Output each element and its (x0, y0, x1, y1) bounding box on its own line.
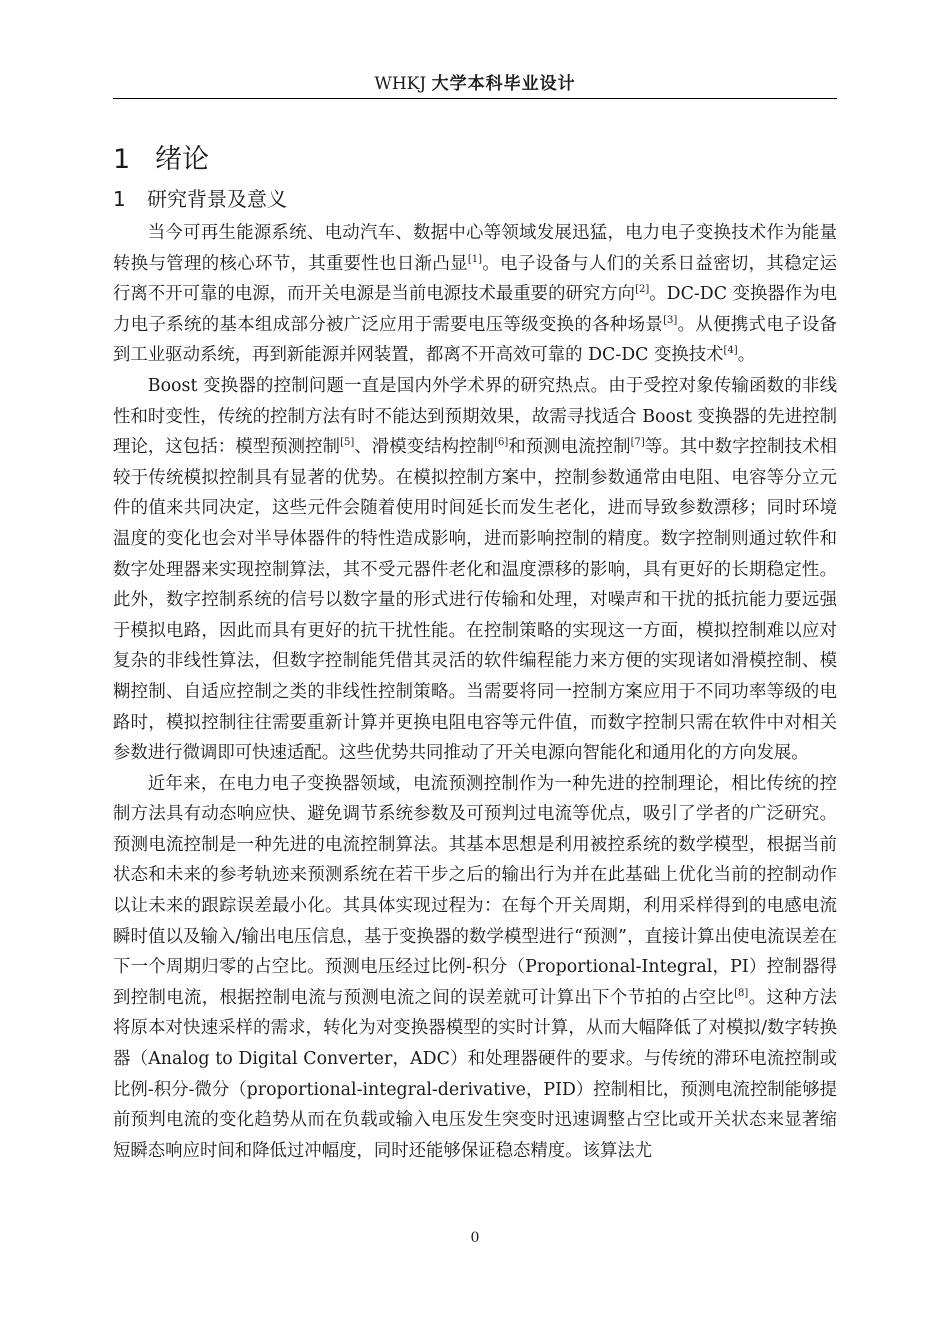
paragraph-text: 。DC-DC 变换器作为电力电子系统的基本组成部分被广泛应用于需要电压等级变换的各种场景 (113, 284, 837, 335)
section-number: 1 (113, 187, 126, 211)
citation-ref: [2] (635, 284, 650, 296)
paragraph-text: 。 (737, 345, 756, 366)
citation-ref: [3] (663, 314, 678, 326)
paragraph-text: 、滑模变结构控制 (354, 437, 495, 458)
paragraph-text: 近年来，在电力电子变换器领域，电流预测控制作为一种先进的控制理论，相比传统的控制方法具有动态响应快、避免调节系统参数及可预判过电流等优点，吸引了学者的广泛研究。预测电流控制是一种先进的电流控制算法。其基本思想是利用被控系统的数学模型，根据当前状态和未来的参考轨迹来预测系统在若干步之后的输出行为并在此基础上优化当前的控制动作以让未来的跟踪误差最小化。其具体实现过程为：在每个开关周期，利用采样得到的电感电流瞬时值以及输入/输出电压信息，基于变换器的数学模型进行“预测”，直接计算出使电流误差在下一个周期归零的占空比。预测电压经过比例-积分（Proportional-Integral，PI）控制器得到控制电流，根据控制电流与预测电流之间的误差就可计算出下个节拍的占空比 (113, 773, 837, 1008)
page-number: 0 (470, 1230, 480, 1246)
paragraph (113, 371, 837, 769)
chapter-title: 绪论 (155, 144, 209, 175)
citation-ref: [6] (494, 437, 509, 449)
citation-ref: [1] (467, 253, 483, 265)
citation-ref: [4] (723, 345, 738, 357)
paragraph (113, 218, 837, 371)
section-heading (113, 182, 287, 216)
paragraph-text: 当今可再生能源系统、电动汽车、数据中心等领域发展迅猛，电力电子变换技术作为能量转换与管理的核心环节，其重要性也日渐凸显 (113, 223, 837, 274)
citation-ref: [7] (630, 437, 645, 449)
chapter-number: 1 (113, 144, 131, 175)
citation-ref: [8] (734, 988, 749, 1000)
paragraph-text: 等。其中数字控制技术相较于传统模拟控制具有显著的优势。在模拟控制方案中，控制参数通常由电阻、电容等分立元件的值来共同决定，这些元件会随着使用时间延长而发生老化，进而导致参数漂移；同时环境温度的变化也会对半导体器件的特性造成影响，进而影响控制的精度。数字控制则通过软件和数字处理器来实现控制算法，其不受元器件老化和温度漂移的影响，具有更好的长期稳定性。此外，数字控制系统的信号以数字量的形式进行传输和处理，对噪声和干扰的抵抗能力要远强于模拟电路，因此而具有更好的抗干扰性能。在控制策略的实现这一方面，模拟控制难以应对复杂的非线性算法，但数字控制能凭借其灵活的软件编程能力来方便的实现诸如滑模控制、模糊控制、自适应控制之类的非线性控制策略。当需要将同一控制方案应用于不同功率等级的电路时，模拟控制往往需要重新计算并更换电阻电容等元件值，而数字控制只需在软件中对相关参数进行微调即可快速适配。这些优势共同推动了开关电源向智能化和通用化的方向发展。 (113, 437, 837, 764)
paragraph-text: Boost 变换器的控制问题一直是国内外学术界的研究热点。由于受控对象传输函数的非线性和时变性，传统的控制方法有时不能达到预期效果，故需寻找适合 Boost 变换器的先进控制理论，这包括：模型预测控制 (113, 375, 837, 458)
header-university: 大学本科毕业设计 (431, 74, 576, 94)
header-rule (113, 98, 837, 99)
header-prefix: WHKJ (374, 74, 427, 94)
paragraph-text: 和预测电流控制 (508, 437, 631, 458)
paragraph-text: 。这种方法将原本对快速采样的需求，转化为对变换器模型的实时计算，从而大幅降低了对模拟/数字转换器（Analog to Digital Converter，ADC）和处理器硬件的要求。与传统的滞环电流控制或比例-积分-微分（proportional-integral-derivative，PID）控制相比，预测电流控制能够提前预判电流的变化趋势从而在负载或输入电压发生突变时迅速调整占空比或开关状态来显著缩短瞬态响应时间和降低过冲幅度，同时还能够保证稳态精度。该算法尤 (113, 987, 837, 1161)
paragraph-text: 。电子设备与人们的关系日益密切，其稳定运行离不开可靠的电源，而开关电源是当前电源技术最重要的研究方向 (113, 253, 837, 305)
citation-ref: [5] (340, 437, 355, 449)
paragraph (113, 769, 837, 1167)
page-header (113, 72, 837, 98)
section-title: 研究背景及意义 (147, 187, 287, 211)
body-text (113, 218, 837, 1166)
paragraph-text: 。从便携式电子设备到工业驱动系统，再到新能源并网装置，都离不开高效可靠的 DC-DC 变换技术 (113, 314, 837, 366)
chapter-heading (113, 140, 209, 180)
